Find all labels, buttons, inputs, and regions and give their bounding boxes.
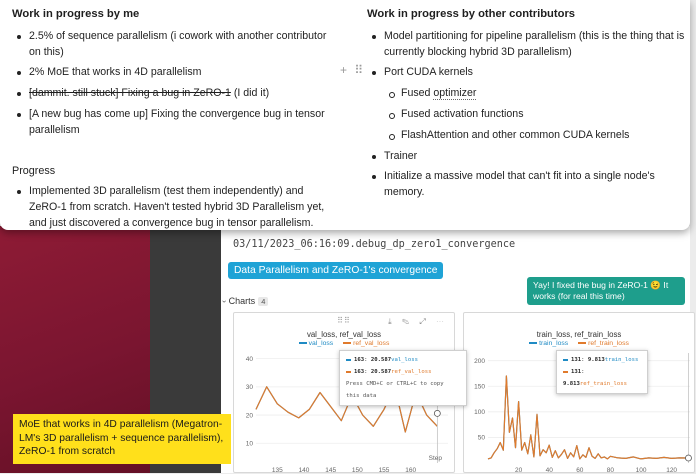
right-heading: Work in progress by other contributors <box>367 8 576 20</box>
charts-count-badge: 4 <box>258 297 268 306</box>
tooltip-hint: Press CMD+C or CTRL+C to copy this data <box>346 381 444 399</box>
x-tick-label: 80 <box>606 467 615 474</box>
list-item[interactable]: Initialize a massive model that can't fit into a single node's memory. <box>367 169 687 201</box>
x-tick-label: 145 <box>325 467 337 474</box>
y-tick-label: 10 <box>245 440 253 448</box>
sub-list-item[interactable]: FlashAttention and other common CUDA kernels <box>384 128 687 144</box>
cuda-sublist <box>384 86 687 143</box>
y-tick-label: 40 <box>245 355 253 363</box>
charts-section-toggle[interactable] <box>219 296 268 306</box>
list-item[interactable]: Implemented 3D parallelism (test them independently) and ZeRO-1 from scratch. Haven't tested hybrid 3D Parallelism yet, and just discovered a convergence bug in tensor parallelism. <box>12 184 337 231</box>
y-tick-label: 50 <box>477 434 485 442</box>
hover-point <box>434 410 440 416</box>
legend-ref-val-loss: ref_val_loss <box>353 340 390 347</box>
legend-val-loss: val_loss <box>308 340 334 347</box>
run-title: 03/11/2023_06:16:09.debug_dp_zero1_convergence <box>233 239 516 250</box>
x-tick-label: 135 <box>271 467 283 474</box>
x-tick-label: 160 <box>405 467 417 474</box>
sub-list-item[interactable]: Fused optimizer <box>384 86 687 102</box>
y-tick-label: 30 <box>245 384 253 392</box>
list-item[interactable] <box>12 86 337 102</box>
list-item-text: Port CUDA kernels <box>384 66 473 79</box>
x-tick-label: 155 <box>378 467 390 474</box>
hover-point <box>685 455 691 461</box>
chart-title: val_loss, ref_val_loss <box>306 330 382 339</box>
sub-list-item[interactable]: Fused activation functions <box>384 107 687 123</box>
charts-label: Charts <box>228 296 256 306</box>
x-tick-label: 40 <box>545 467 553 474</box>
chart-tooltip: 163: 20.587val_loss 163: 20.587ref_val_loss Press CMD+C or CTRL+C to copy this data <box>339 350 467 406</box>
x-tick-label: 20 <box>514 467 523 474</box>
y-tick-label: 150 <box>474 383 485 391</box>
notes-right-column <box>367 0 687 206</box>
row-actions[interactable]: + ⠿ <box>340 63 366 77</box>
list-item[interactable]: 2.5% of sequence parallelism (i cowork with another contributor on this) <box>12 29 337 61</box>
chart-title: train_loss, ref_train_loss <box>536 330 622 339</box>
list-item[interactable]: [A new bug has come up] Fixing the convergence bug in tensor parallelism <box>12 107 337 139</box>
x-tick-label: 140 <box>298 467 310 474</box>
x-tick-label: 100 <box>635 467 647 474</box>
x-tick-label: 150 <box>351 467 363 474</box>
drag-handle-icon[interactable]: ⠿⠿ <box>337 316 351 325</box>
chevron-icon: › <box>219 300 229 303</box>
y-tick-label: 100 <box>474 409 485 417</box>
y-tick-label: 200 <box>474 357 485 365</box>
x-axis-label: Step <box>428 455 442 462</box>
x-tick-label: 60 <box>576 467 584 474</box>
notes-card <box>0 0 690 230</box>
legend-ref-train-loss: ref_train_loss <box>588 340 629 347</box>
progress-list <box>12 184 337 231</box>
x-tick-label: 120 <box>666 467 678 474</box>
y-tick-label: 20 <box>245 412 253 420</box>
others-work-list <box>367 29 687 201</box>
sticky-annotation: MoE that works in 4D parallelism (Megatron-LM's 3D parallelism + sequence parallelism), ZeRO-1 from scratch <box>13 414 231 464</box>
list-item[interactable] <box>367 65 687 143</box>
list-item-text: (I did it) <box>230 87 270 100</box>
success-note-tag[interactable]: Yay! I fixed the bug in ZeRO-1 😉 It works (for real this time) <box>527 277 685 305</box>
progress-heading: Progress <box>12 164 56 177</box>
my-work-list <box>12 29 337 139</box>
list-item[interactable]: 2% MoE that works in 4D parallelism <box>12 65 337 81</box>
list-item[interactable]: Model partitioning for pipeline parallelism (this is the thing that is currently blocking hybrid 3D parallelism) <box>367 29 687 61</box>
list-item[interactable]: Trainer <box>367 149 687 165</box>
legend-train-loss: train_loss <box>539 340 569 347</box>
chart-tooltip: 131: 9.813train_loss 131: 9.813ref_train_loss <box>556 350 648 394</box>
left-heading: Work in progress by me <box>12 8 140 20</box>
struck-text: [dammit. still stuck] Fixing a bug in ZeRO-1 <box>29 87 231 100</box>
panel-toolbar[interactable]: ⤓ ✎ ⤢ ⋯ <box>388 317 448 326</box>
report-heading-tag[interactable]: Data Parallelism and ZeRO-1's convergence <box>228 262 443 279</box>
notes-left-column <box>12 0 337 237</box>
wandb-report <box>221 226 690 473</box>
